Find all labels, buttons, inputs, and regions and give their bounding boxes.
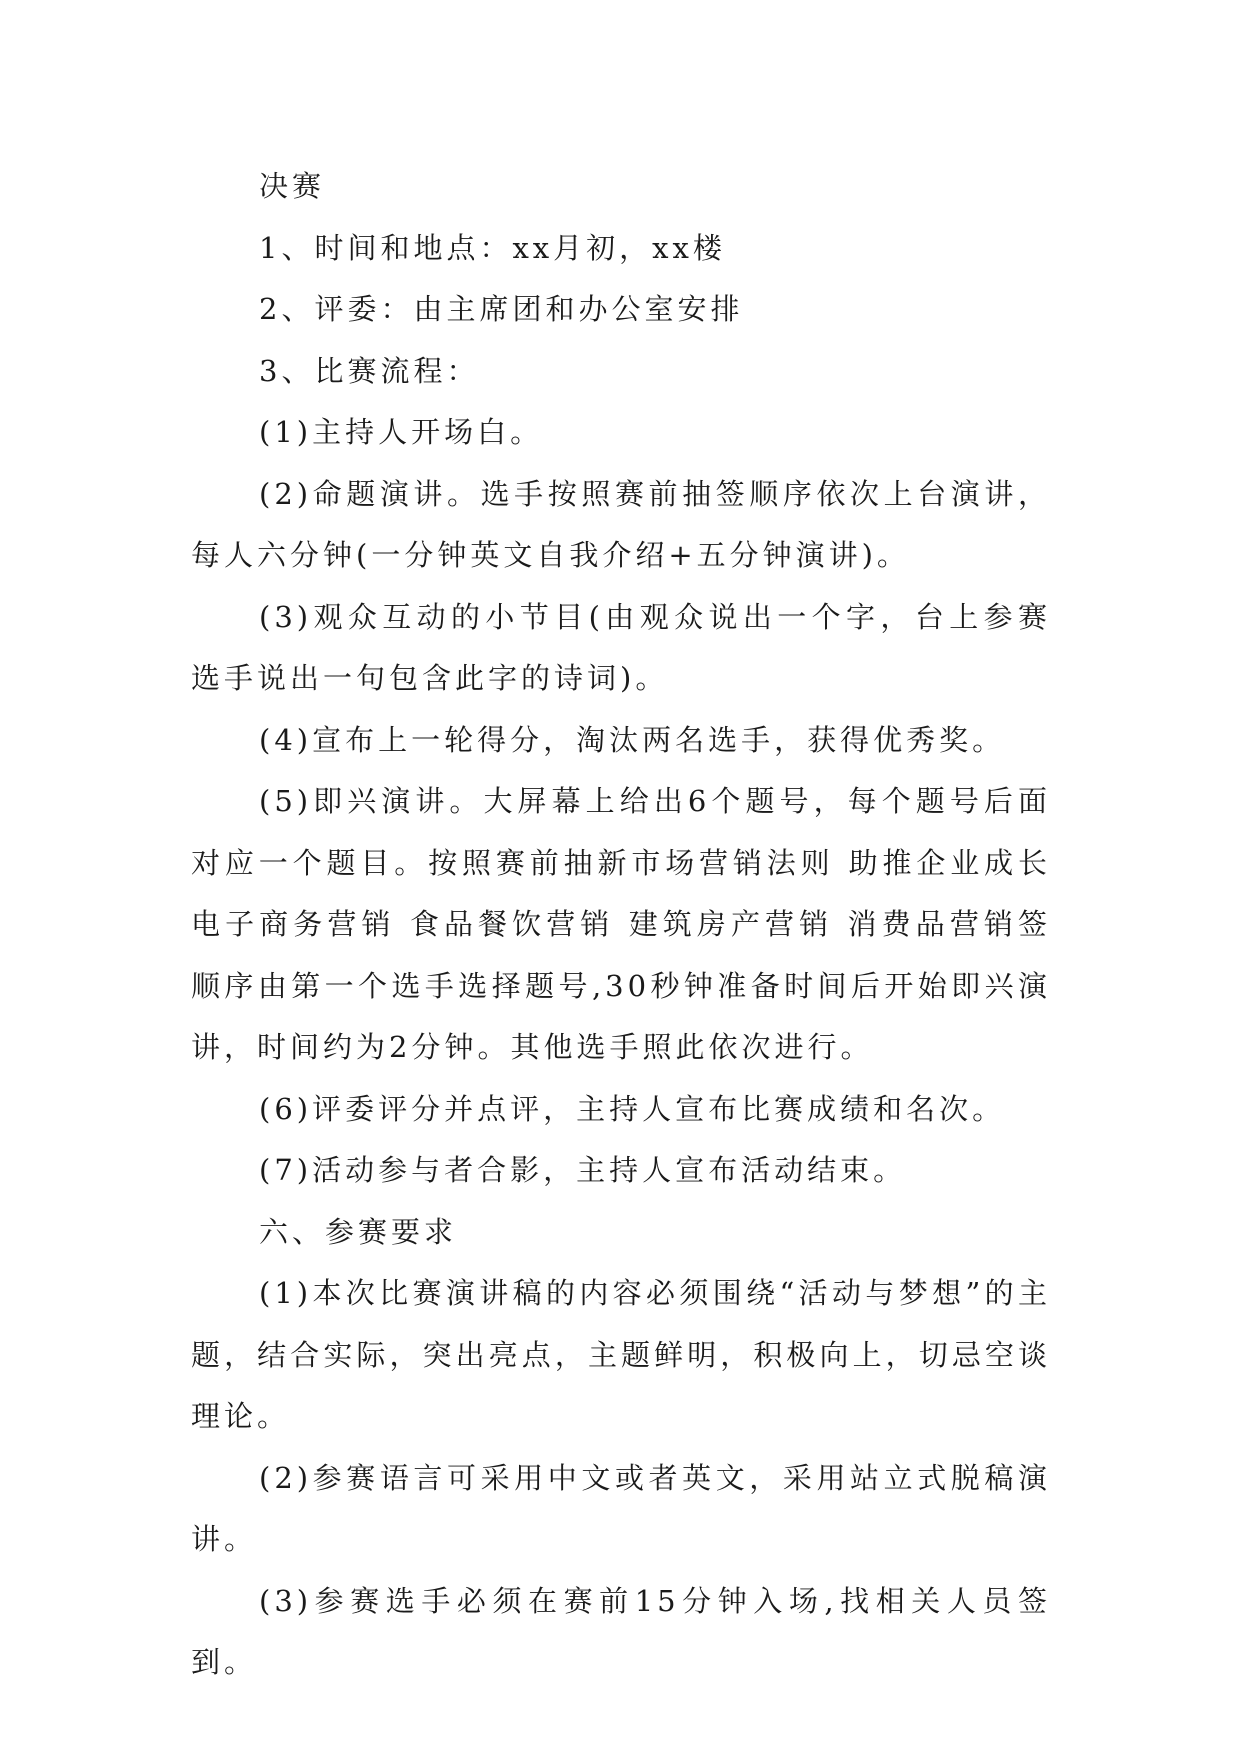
heading-final: 决赛 [259, 169, 326, 203]
process-step-1: (1)主持人开场白。 [259, 415, 544, 449]
section-heading-requirements: 六、参赛要求 [259, 1214, 458, 1249]
requirement-2: (2)参赛语言可采用中文或者英文，采用站立式脱稿演讲。 [191, 1460, 1051, 1556]
requirement-3: (3)参赛选手必须在赛前15分钟入场,找相关人员签到。 [191, 1583, 1051, 1679]
process-step-7: (7)活动参与者合影，主持人宣布活动结束。 [259, 1153, 907, 1187]
document-body [191, 156, 1051, 1694]
requirement-1: (1)本次比赛演讲稿的内容必须围绕“活动与梦想”的主题，结合实际，突出亮点，主题鲜明，积极向上，切忌空谈理论。 [191, 1276, 1051, 1433]
process-step-5: (5)即兴演讲。大屏幕上给出6个题号，每个题号后面对应一个题目。按照赛前抽新市场营销法则 助推企业成长电子商务营销 食品餐饮营销 建筑房产营销 消费品营销签顺序由第一个选手选择题号,30秒钟准备时间后开始即兴演讲，时间约为2分钟。其他选手照此依次进行。 [191, 784, 1051, 1064]
item-process: 3、比赛流程： [259, 353, 480, 388]
item-time-place: 1、时间和地点：xx月初，xx楼 [259, 230, 726, 265]
process-step-2: (2)命题演讲。选手按照赛前抽签顺序依次上台演讲，每人六分钟(一分钟英文自我介绍+五分钟演讲)。 [191, 476, 1051, 572]
process-step-6: (6)评委评分并点评，主持人宣布比赛成绩和名次。 [259, 1091, 1006, 1126]
item-judges: 2、评委：由主席团和办公室安排 [259, 292, 744, 326]
process-step-4: (4)宣布上一轮得分，淘汰两名选手，获得优秀奖。 [259, 722, 1006, 757]
process-step-3: (3)观众互动的小节目(由观众说出一个字，台上参赛选手说出一句包含此字的诗词)。 [191, 599, 1051, 695]
